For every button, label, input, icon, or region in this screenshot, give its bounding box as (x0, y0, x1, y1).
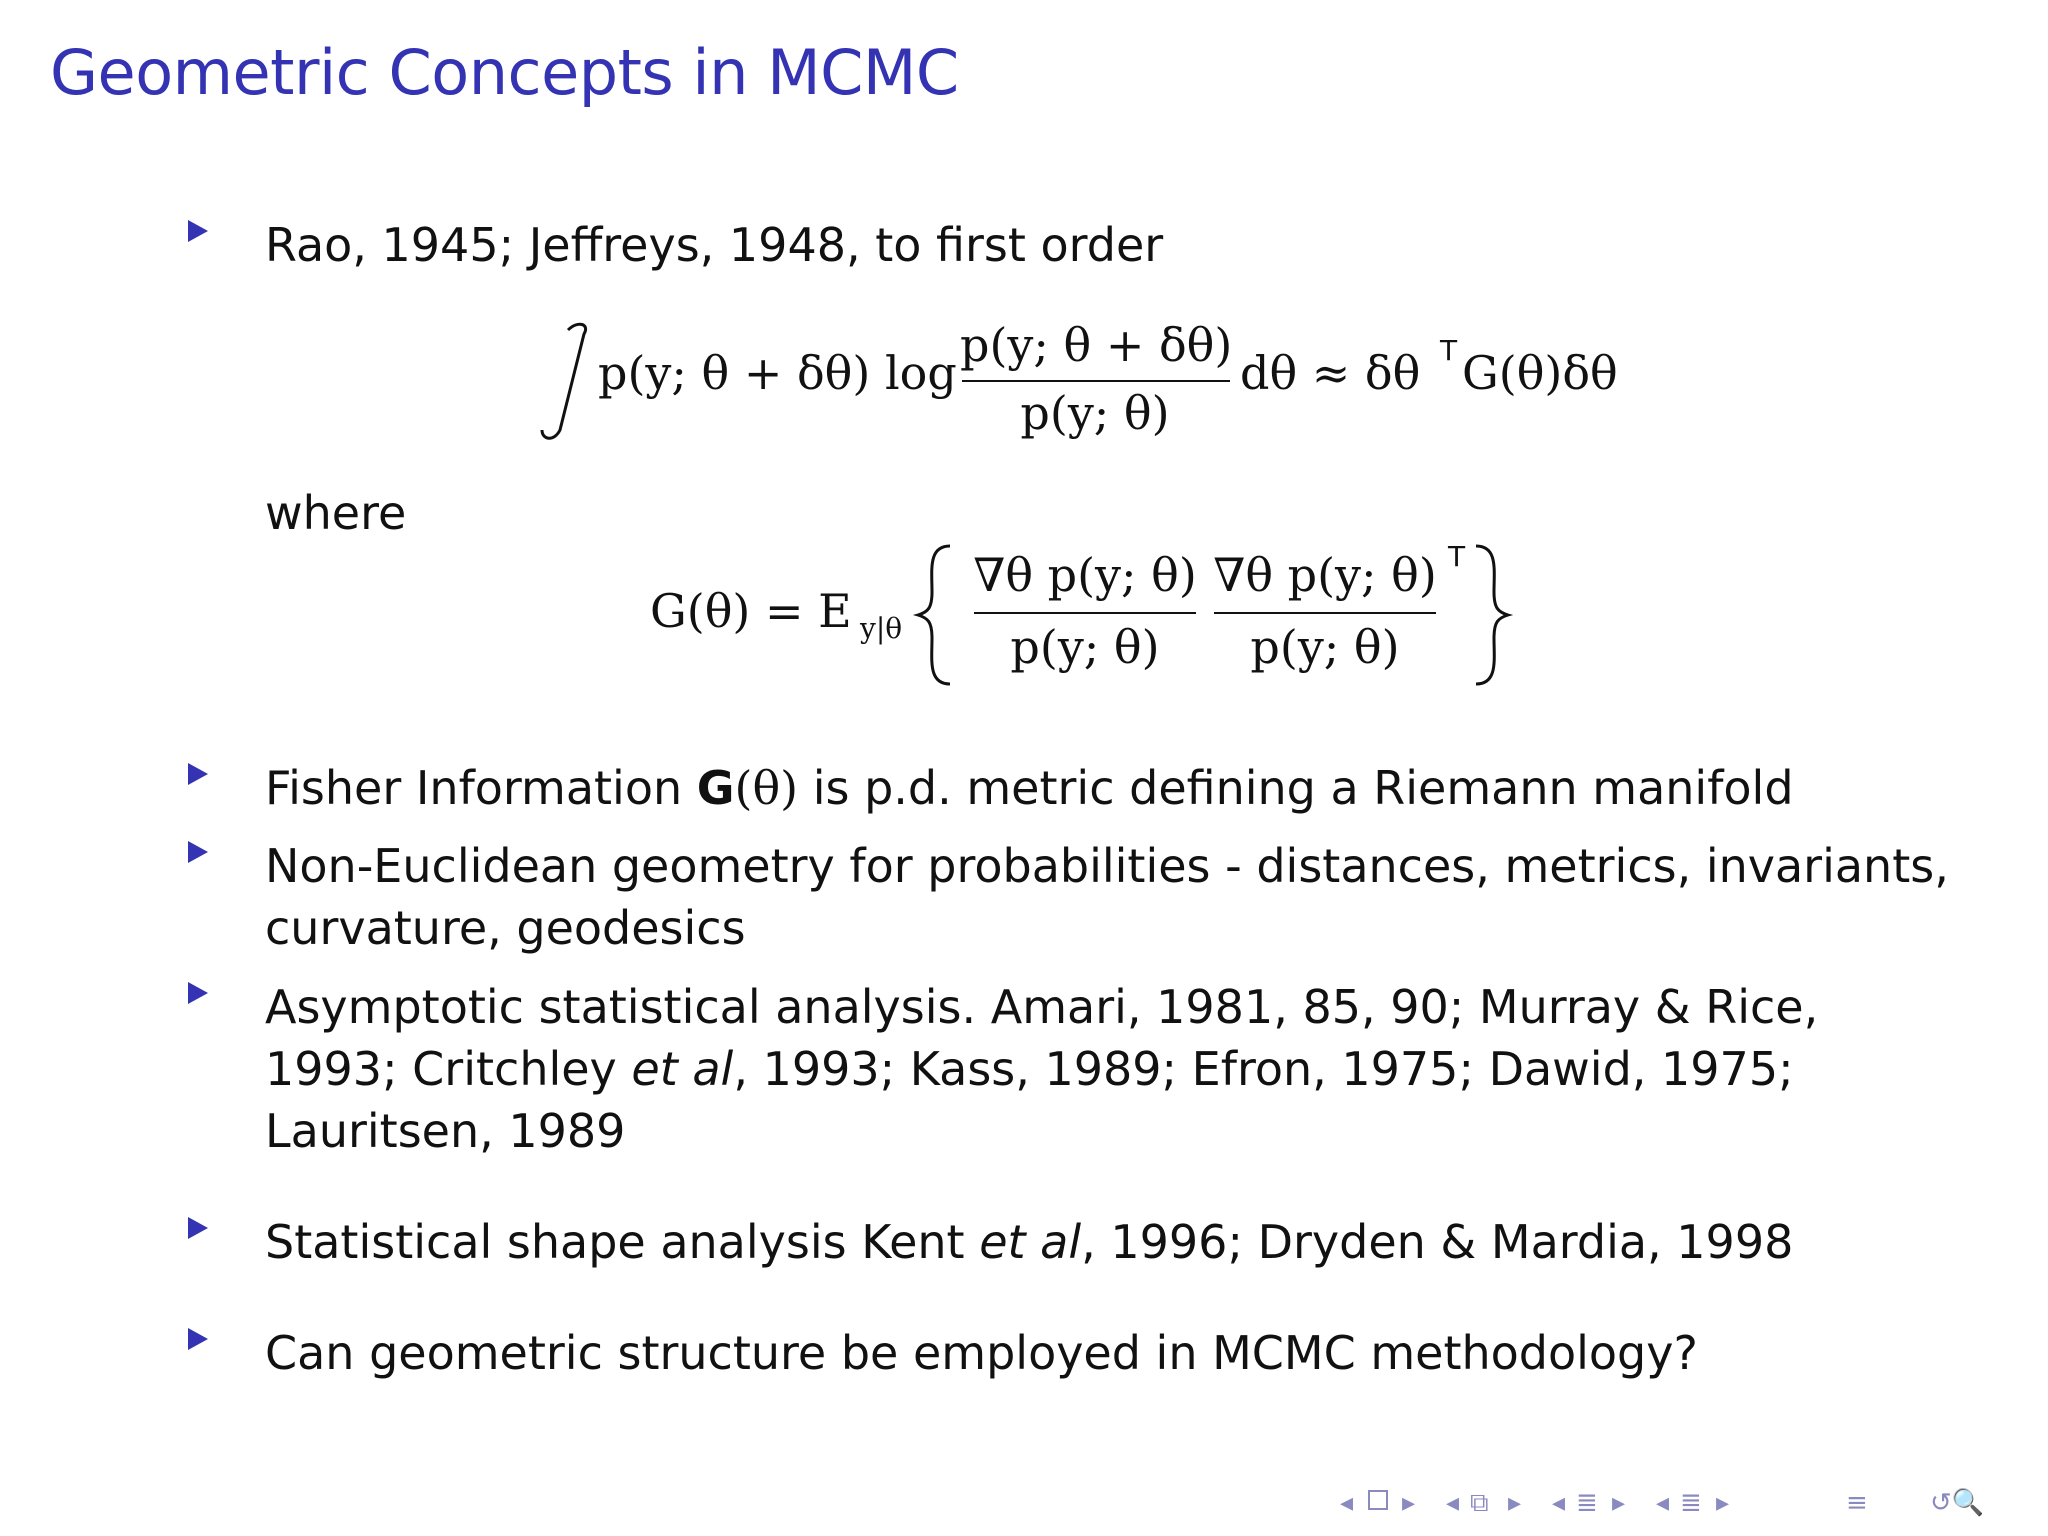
nav-prev-toc-icon[interactable]: ◂ (1656, 1488, 1670, 1518)
bullet-text: Fisher Information G(θ) is p.d. metric defining a Riemann manifold (265, 761, 1794, 815)
fraction2-bar (1214, 612, 1436, 614)
beamer-navigation-bar (1340, 1488, 2030, 1522)
nav-search-icon[interactable]: ↺🔍 (1930, 1488, 1985, 1518)
fraction1-denominator: p(y; θ) (1010, 620, 1160, 674)
fraction1-bar (974, 612, 1196, 614)
equation-rhs: dθ ≈ δθ (1240, 346, 1421, 400)
nav-section-icon[interactable]: ≣ (1576, 1488, 1598, 1518)
fraction2-numerator: ∇θ p(y; θ) (1213, 548, 1437, 602)
equation-rhs-metric: G(θ)δθ (1462, 346, 1618, 400)
equation2-lhs: G(θ) = E (650, 584, 852, 638)
where-label: where (265, 486, 407, 540)
nav-prev-subsection-icon[interactable]: ◂ (1446, 1488, 1460, 1518)
bullet-triangle-icon (188, 1328, 208, 1350)
nav-toc-icon[interactable]: ≣ (1680, 1488, 1702, 1518)
transpose-sup: T (1440, 334, 1458, 367)
nav-next-subsection-icon[interactable]: ▸ (1508, 1488, 1522, 1518)
fraction-denominator: p(y; θ) (1020, 386, 1170, 440)
bullet-text: Statistical shape analysis Kent et al, 1996; Dryden & Mardia, 1998 (265, 1215, 1794, 1269)
bullet-triangle-icon (188, 1217, 208, 1239)
nav-next-frame-icon[interactable]: ▸ (1402, 1488, 1416, 1518)
nav-next-section-icon[interactable]: ▸ (1612, 1488, 1626, 1518)
nav-align-icon[interactable]: ≡ (1846, 1488, 1868, 1518)
bullet-text: Rao, 1945; Jeffreys, 1948, to first order (265, 218, 1164, 272)
bullet-triangle-icon (188, 763, 208, 785)
integrand-text: p(y; θ + δθ) log (598, 346, 957, 400)
nav-prev-section-icon[interactable]: ◂ (1552, 1488, 1566, 1518)
bullet-text: Asymptotic statistical analysis. Amari, 1981, 85, 90; Murray & Rice, 1993; Critchley et al, 1993; Kass, 1989; Efron, 1975; Dawid, 1975; Lauritsen, 1989 (265, 980, 1819, 1158)
equation-kl-approx (540, 318, 1640, 448)
nav-frame-icon[interactable] (1368, 1490, 1388, 1510)
equation-fisher-information (650, 540, 1510, 690)
bullet-text: Non-Euclidean geometry for probabilities - distances, metrics, invariants, curvature, geodesics (265, 839, 1949, 955)
equation2-subscript: y|θ (860, 612, 903, 645)
slide-title: Geometric Concepts in MCMC (50, 36, 959, 109)
nav-next-toc-icon[interactable]: ▸ (1716, 1488, 1730, 1518)
fraction-numerator: p(y; θ + δθ) (960, 318, 1233, 372)
bullet-text: Can geometric structure be employed in MCMC methodology? (265, 1326, 1698, 1380)
transpose-sup: T (1448, 540, 1466, 573)
bullet-triangle-icon (188, 841, 208, 863)
fraction2-denominator: p(y; θ) (1250, 620, 1400, 674)
fraction-bar (962, 380, 1230, 382)
nav-prev-frame-icon[interactable]: ◂ (1340, 1488, 1354, 1518)
fraction1-numerator: ∇θ p(y; θ) (973, 548, 1197, 602)
bullet-triangle-icon (188, 982, 208, 1004)
nav-subsection-icon[interactable]: ⧉ (1470, 1488, 1489, 1518)
metric-symbol: G (696, 761, 735, 815)
bullet-triangle-icon (188, 220, 208, 242)
